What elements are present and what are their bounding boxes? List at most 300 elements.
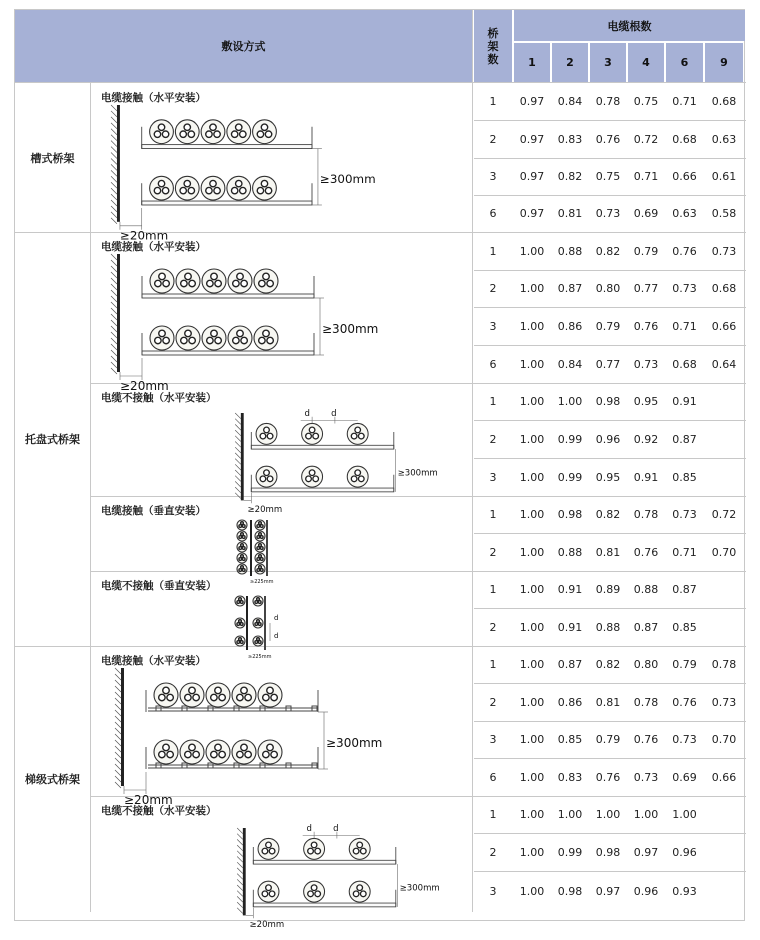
hatch-line (115, 734, 121, 740)
conductor-icon (261, 180, 267, 186)
conductor-icon (257, 558, 260, 561)
wall-icon (241, 413, 244, 500)
hatch-line (111, 260, 117, 266)
factor-cell: 0.87 (672, 583, 697, 596)
factor-cell: 0.99 (557, 432, 583, 446)
hatch-line (235, 493, 241, 499)
conductor-icon (315, 891, 321, 897)
tray-count-cell: 2 (489, 545, 497, 559)
factor-cell: 0.81 (595, 545, 621, 559)
factor-cell: 0.79 (595, 319, 621, 333)
conductor-icon (237, 694, 243, 700)
conductor-icon (315, 848, 321, 854)
hatch-line (111, 200, 117, 206)
conductor-icon (240, 641, 243, 644)
hatch-line (235, 436, 241, 442)
wall-icon (117, 105, 120, 222)
conductor-icon (271, 751, 277, 757)
dimension-label: ≥225mm (248, 654, 272, 660)
factor-cell: 0.93 (672, 885, 697, 898)
factor-cell: 0.95 (595, 470, 621, 484)
hatch-line (115, 722, 121, 728)
factor-cell (704, 420, 744, 458)
factor-cell: 1.00 (519, 545, 545, 559)
conductor-icon (262, 891, 268, 897)
dimension-label: ≥20mm (247, 504, 283, 515)
conductor-icon (358, 433, 364, 439)
factor-cell: 0.73 (711, 244, 737, 258)
installation-diagram (100, 518, 480, 585)
factor-cell: 0.88 (557, 545, 583, 559)
conductor-icon (167, 694, 173, 700)
header-tray-count (474, 10, 512, 82)
hatch-line (237, 862, 243, 868)
factor-cell: 1.00 (595, 808, 621, 821)
conductor-icon (357, 885, 363, 891)
hatch-line (115, 728, 121, 734)
hatch-line (235, 470, 241, 476)
hatch-line (111, 278, 117, 284)
conductor-icon (267, 280, 273, 286)
conductor-icon (215, 337, 221, 343)
conductor-icon (189, 687, 195, 693)
factor-cell: 0.79 (672, 658, 697, 671)
conductor-icon (259, 555, 262, 558)
tray-count-cell: 2 (489, 132, 497, 146)
hatch-line (237, 891, 243, 897)
conductor-icon (236, 124, 242, 130)
factor-cell: 0.97 (595, 885, 621, 898)
tray-count-cell: 1 (489, 658, 497, 671)
hatch-line (235, 413, 241, 419)
factor-cell: 0.98 (557, 508, 583, 521)
conductor-icon (309, 427, 315, 433)
factor-cell: 0.63 (711, 132, 737, 146)
factor-cell: 0.63 (672, 207, 697, 220)
hatch-line (111, 320, 117, 326)
hatch-line (237, 908, 243, 914)
tray-count-cell: 6 (489, 770, 497, 784)
hatch-line (237, 879, 243, 885)
factor-cell: 0.83 (557, 770, 583, 784)
conductor-icon (240, 601, 243, 604)
conductor-icon (259, 533, 262, 536)
method-label: 电缆不接触（水平安装） (101, 392, 217, 404)
method-label: 电缆接触（水平安装） (101, 92, 206, 104)
factor-cell: 0.79 (633, 244, 659, 258)
factor-cell: 0.82 (557, 170, 583, 183)
conductor-icon (241, 566, 244, 569)
factor-cell: 0.73 (672, 282, 697, 295)
conductor-icon (263, 694, 269, 700)
conductor-icon (267, 744, 273, 750)
conductor-icon (267, 433, 273, 439)
conductor-icon (259, 566, 262, 569)
hatch-line (237, 851, 243, 857)
hatch-line (237, 834, 243, 840)
conductor-icon (265, 131, 271, 137)
factor-cell: 1.00 (519, 733, 545, 746)
factor-cell: 1.00 (519, 583, 545, 596)
conductor-icon (237, 330, 243, 336)
header-cable-col-3: 3 (590, 43, 626, 82)
hatch-line (115, 770, 121, 776)
conductor-icon (189, 280, 195, 286)
hatch-line (235, 447, 241, 453)
derating-table (14, 9, 745, 930)
installation-diagram (100, 254, 480, 393)
category-label: 梯级式桥架 (25, 773, 80, 786)
hatch-line (111, 194, 117, 200)
factor-cell: 0.76 (633, 733, 659, 746)
conductor-icon (257, 131, 263, 137)
hatch-line (111, 170, 117, 176)
hatch-line (111, 182, 117, 188)
hatch-line (111, 284, 117, 290)
method-label: 电缆接触（水平安装） (101, 241, 206, 253)
conductor-icon (260, 433, 266, 439)
conductor-icon (306, 476, 312, 482)
conductor-icon (188, 187, 194, 193)
conductor-icon (155, 280, 161, 286)
grid-line (90, 82, 91, 912)
factor-cell: 0.83 (557, 132, 583, 146)
factor-cell: 0.82 (595, 658, 621, 671)
header-method: 敷设方式 (15, 10, 472, 82)
factor-cell: 0.73 (633, 357, 659, 371)
factor-cell: 1.00 (557, 808, 583, 821)
category-label: 槽式桥架 (30, 151, 75, 165)
hatch-line (111, 338, 117, 344)
conductor-icon (206, 131, 212, 137)
conductor-icon (259, 522, 262, 525)
hatch-line (111, 344, 117, 350)
factor-cell: 1.00 (519, 470, 545, 484)
hatch-line (111, 164, 117, 170)
factor-cell: 0.84 (557, 357, 583, 371)
conductor-icon (239, 536, 242, 539)
conductor-icon (163, 280, 169, 286)
factor-cell: 0.73 (672, 733, 697, 746)
conductor-icon (267, 476, 273, 482)
dimension-label: ≥20mm (120, 379, 169, 393)
factor-cell: 1.00 (519, 885, 545, 898)
factor-cell: 0.70 (711, 545, 737, 559)
header-tray-count-text: 桥架数 (487, 26, 499, 66)
hatch-line (237, 885, 243, 891)
tray-count-cell: 3 (489, 885, 497, 898)
factor-cell: 0.96 (633, 885, 659, 898)
conductor-icon (241, 544, 244, 547)
conductor-icon (241, 522, 244, 525)
conductor-icon (260, 476, 266, 482)
conductor-icon (258, 601, 261, 604)
conductor-icon (184, 124, 190, 130)
conductor-icon (241, 533, 244, 536)
factor-cell: 0.87 (633, 620, 659, 634)
tray-count-cell: 1 (489, 244, 497, 258)
hatch-line (237, 828, 243, 834)
installation-diagram (100, 593, 480, 660)
hatch-line (115, 674, 121, 680)
conductor-icon (360, 848, 366, 854)
conductor-icon (215, 687, 221, 693)
conductor-icon (162, 187, 168, 193)
factor-cell: 0.58 (711, 207, 737, 220)
conductor-icon (266, 842, 272, 848)
factor-cell: 0.77 (633, 282, 659, 295)
factor-cell (704, 571, 744, 608)
factor-cell: 1.00 (519, 319, 545, 333)
hatch-line (111, 129, 117, 135)
hatch-line (235, 481, 241, 487)
conductor-icon (180, 187, 186, 193)
factor-cell: 0.73 (672, 508, 697, 521)
tray-count-cell: 2 (489, 620, 497, 634)
factor-cell: 1.00 (519, 282, 545, 295)
hatch-line (237, 902, 243, 908)
conductor-icon (239, 598, 242, 601)
conductor-icon (260, 569, 263, 572)
conductor-icon (358, 476, 364, 482)
factor-cell: 1.00 (519, 395, 545, 408)
hatch-line (237, 839, 243, 845)
factor-cell: 0.96 (595, 432, 621, 446)
hatch-line (111, 308, 117, 314)
factor-cell: 0.69 (633, 207, 659, 220)
conductor-icon (214, 187, 220, 193)
hatch-line (111, 176, 117, 182)
wall-icon (121, 668, 124, 786)
hatch-line (235, 442, 241, 448)
conductor-icon (239, 638, 242, 641)
hatch-line (237, 874, 243, 880)
tray-count-cell: 2 (489, 695, 497, 709)
conductor-icon (215, 744, 221, 750)
hatch-line (111, 254, 117, 260)
conductor-icon (257, 598, 260, 601)
conductor-icon (245, 694, 251, 700)
conductor-icon (353, 848, 359, 854)
factor-cell: 0.82 (595, 508, 621, 521)
factor-cell: 0.61 (711, 170, 737, 183)
hatch-line (111, 368, 117, 374)
factor-cell: 0.76 (633, 545, 659, 559)
factor-cell (704, 833, 744, 871)
factor-cell: 0.81 (557, 207, 583, 220)
factor-cell: 0.95 (633, 395, 659, 408)
factor-cell: 0.79 (595, 733, 621, 746)
dimension-label: ≥300mm (399, 883, 440, 894)
conductor-icon (214, 131, 220, 137)
conductor-icon (240, 187, 246, 193)
conductor-icon (207, 280, 213, 286)
hatch-line (115, 710, 121, 716)
dimension-label: ≥225mm (250, 579, 274, 585)
conductor-icon (189, 744, 195, 750)
factor-cell: 1.00 (557, 395, 583, 408)
hatch-line (235, 424, 241, 430)
conductor-icon (158, 124, 164, 130)
factor-cell: 0.86 (557, 695, 583, 709)
factor-cell: 0.88 (595, 620, 621, 634)
header-cable-col-1: 1 (514, 43, 550, 82)
factor-cell: 0.82 (595, 244, 621, 258)
conductor-icon (257, 525, 260, 528)
header-cable-col-4: 4 (628, 43, 664, 82)
tray-count-cell: 1 (489, 95, 497, 108)
conductor-icon (163, 337, 169, 343)
hatch-line (235, 487, 241, 493)
factor-cell: 0.72 (711, 508, 737, 521)
hatch-line (111, 111, 117, 117)
conductor-icon (241, 555, 244, 558)
header-cable-col-2: 2 (552, 43, 588, 82)
conductor-icon (242, 547, 245, 550)
conductor-icon (311, 885, 317, 891)
conductor-icon (239, 558, 242, 561)
conductor-icon (211, 273, 217, 279)
conductor-icon (262, 848, 268, 854)
factor-cell: 1.00 (519, 357, 545, 371)
hatch-line (111, 302, 117, 308)
installation-diagram (100, 105, 480, 243)
factor-cell: 0.76 (672, 695, 697, 709)
tray-count-cell: 6 (489, 207, 497, 220)
hatch-line (111, 147, 117, 153)
conductor-icon (236, 180, 242, 186)
conductor-icon (231, 131, 237, 137)
factor-cell: 1.00 (519, 432, 545, 446)
factor-cell: 0.97 (519, 132, 545, 146)
hatch-line (111, 272, 117, 278)
factor-cell (704, 383, 744, 420)
dimension-label: ≥20mm (124, 793, 173, 807)
hatch-line (111, 206, 117, 212)
conductor-icon (353, 891, 359, 897)
conductor-icon (188, 131, 194, 137)
conductor-icon (163, 744, 169, 750)
hatch-line (235, 453, 241, 459)
conductor-icon (242, 558, 245, 561)
tray-count-cell: 1 (489, 808, 497, 821)
conductor-icon (185, 694, 191, 700)
factor-cell: 0.64 (711, 357, 737, 371)
header-cable-count: 电缆根数 (514, 10, 745, 41)
factor-cell: 0.72 (633, 132, 659, 146)
factor-cell: 0.68 (672, 132, 697, 146)
factor-cell: 0.91 (557, 583, 583, 596)
factor-cell: 0.71 (672, 319, 697, 333)
factor-cell: 0.68 (711, 95, 737, 108)
factor-cell: 0.80 (595, 282, 621, 295)
factor-cell: 0.78 (595, 95, 621, 108)
factor-cell: 0.86 (557, 319, 583, 333)
conductor-icon (267, 687, 273, 693)
hatch-line (111, 332, 117, 338)
factor-cell: 1.00 (519, 620, 545, 634)
conductor-icon (233, 337, 239, 343)
tray-count-cell: 3 (489, 733, 497, 746)
conductor-icon (260, 558, 263, 561)
hatch-line (115, 764, 121, 770)
conductor-icon (159, 694, 165, 700)
factor-cell: 0.85 (557, 733, 583, 746)
hatch-line (115, 746, 121, 752)
conductor-icon (263, 751, 269, 757)
conductor-icon (257, 620, 260, 623)
factor-cell: 0.71 (672, 95, 697, 108)
tray-count-cell: 3 (489, 319, 497, 333)
factor-cell: 0.73 (711, 695, 737, 709)
conductor-icon (193, 751, 199, 757)
conductor-icon (255, 623, 258, 626)
factor-cell: 0.70 (711, 733, 737, 746)
hatch-line (111, 290, 117, 296)
conductor-icon (257, 536, 260, 539)
conductor-icon (219, 751, 225, 757)
conductor-icon (154, 187, 160, 193)
hatch-line (111, 266, 117, 272)
conductor-icon (260, 536, 263, 539)
wall-icon (243, 828, 246, 915)
conductor-icon (255, 641, 258, 644)
tray-count-cell: 1 (489, 508, 497, 521)
conductor-icon (264, 427, 270, 433)
hatch-line (111, 350, 117, 356)
hatch-line (111, 141, 117, 147)
hatch-line (115, 686, 121, 692)
conductor-icon (159, 751, 165, 757)
factor-cell: 1.00 (519, 244, 545, 258)
hatch-line (111, 212, 117, 218)
hatch-line (111, 218, 117, 224)
conductor-icon (263, 273, 269, 279)
factor-cell: 1.00 (672, 808, 697, 821)
factor-cell: 0.73 (633, 770, 659, 784)
conductor-icon (185, 751, 191, 757)
factor-cell: 0.87 (557, 282, 583, 295)
conductor-icon (154, 131, 160, 137)
conductor-icon (215, 280, 221, 286)
hatch-line (115, 692, 121, 698)
factor-cell: 0.78 (711, 658, 737, 671)
conductor-icon (237, 641, 240, 644)
conductor-icon (255, 601, 258, 604)
conductor-icon (355, 427, 361, 433)
dimension-d-label: d (304, 408, 310, 419)
hatch-line (111, 356, 117, 362)
conductor-icon (237, 601, 240, 604)
tray-count-cell: 2 (489, 845, 497, 859)
conductor-icon (241, 744, 247, 750)
conductor-icon (351, 433, 357, 439)
factor-cell: 0.71 (633, 170, 659, 183)
hatch-line (235, 476, 241, 482)
conductor-icon (237, 273, 243, 279)
hatch-line (115, 704, 121, 710)
method-label: 电缆不接触（水平安装） (101, 805, 217, 817)
factor-cell: 0.81 (595, 695, 621, 709)
hatch-line (115, 698, 121, 704)
hatch-line (237, 845, 243, 851)
conductor-icon (233, 280, 239, 286)
factor-cell: 0.98 (595, 395, 621, 408)
conductor-icon (260, 547, 263, 550)
dimension-label: ≥300mm (322, 322, 379, 336)
conductor-icon (261, 124, 267, 130)
factor-cell: 0.91 (672, 395, 697, 408)
